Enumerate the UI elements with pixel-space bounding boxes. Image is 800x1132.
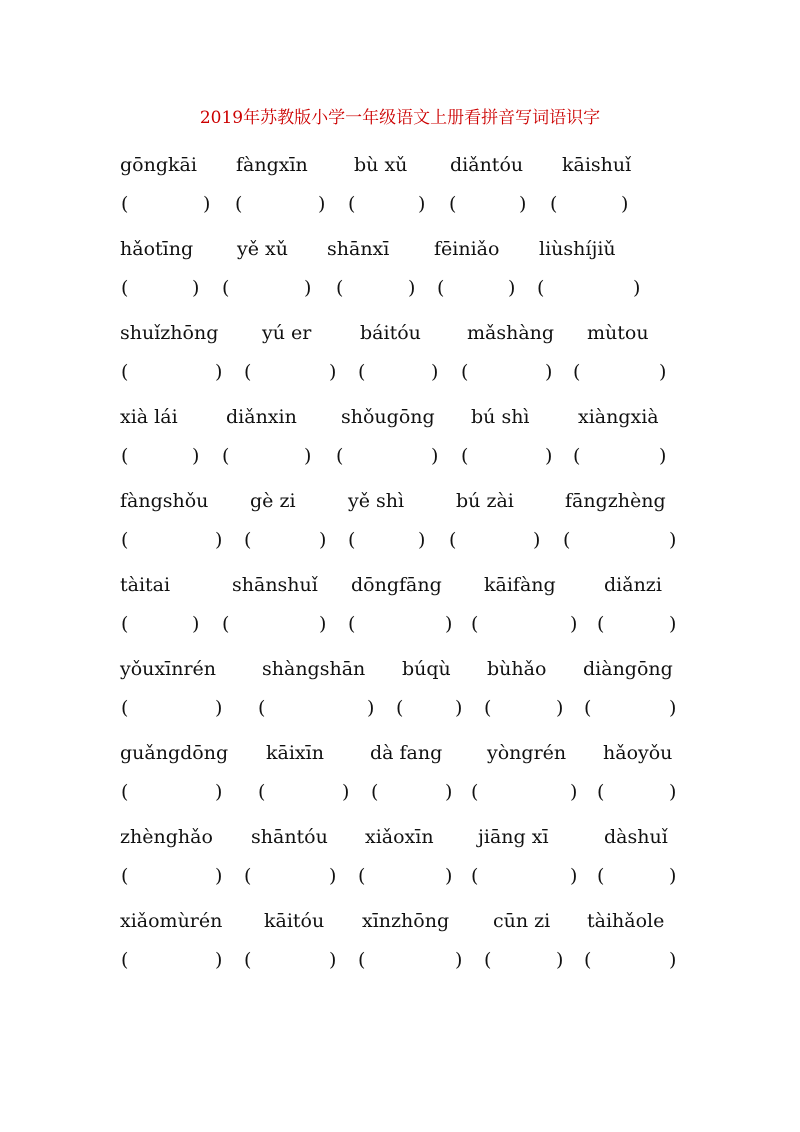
answer-blank-open-paren: ( xyxy=(121,445,129,467)
pinyin-word: kāifàng xyxy=(484,574,556,596)
pinyin-word: fēiniǎo xyxy=(434,238,500,260)
pinyin-word: xiàngxià xyxy=(578,406,659,428)
pinyin-word: shàngshān xyxy=(262,658,366,680)
answer-blank-open-paren: ( xyxy=(222,277,230,299)
pinyin-word: shuǐzhōng xyxy=(120,322,219,344)
pinyin-word: gè zi xyxy=(250,490,296,512)
answer-blank-open-paren: ( xyxy=(449,529,457,551)
answer-blank-close-paren: ) xyxy=(408,277,416,299)
answer-blank-close-paren: ) xyxy=(621,193,629,215)
answer-blank-open-paren: ( xyxy=(358,865,366,887)
answer-blank-open-paren: ( xyxy=(121,781,129,803)
answer-blank-close-paren: ) xyxy=(319,529,327,551)
answer-blank-close-paren: ) xyxy=(633,277,641,299)
answer-blank-open-paren: ( xyxy=(471,613,479,635)
pinyin-word: bú shì xyxy=(471,406,530,428)
pinyin-word: kāixīn xyxy=(266,742,324,764)
pinyin-word: bù xǔ xyxy=(354,154,408,176)
answer-blank-close-paren: ) xyxy=(192,277,200,299)
answer-blank-open-paren: ( xyxy=(121,949,129,971)
pinyin-word: xià lái xyxy=(120,406,178,428)
pinyin-word: dàshuǐ xyxy=(604,826,668,848)
pinyin-word: dà fang xyxy=(370,742,443,764)
pinyin-word: shānshuǐ xyxy=(232,574,318,596)
pinyin-word: shānxī xyxy=(327,238,390,260)
pinyin-word: xiǎoxīn xyxy=(365,826,434,848)
answer-blank-open-paren: ( xyxy=(258,697,266,719)
pinyin-word: yòngrén xyxy=(487,742,567,764)
answer-blank-close-paren: ) xyxy=(304,445,312,467)
answer-blank-open-paren: ( xyxy=(348,613,356,635)
answer-blank-close-paren: ) xyxy=(215,781,223,803)
answer-blank-open-paren: ( xyxy=(471,781,479,803)
answer-blank-open-paren: ( xyxy=(484,949,492,971)
pinyin-word: jiāng xī xyxy=(478,826,549,848)
answer-blank-open-paren: ( xyxy=(121,613,129,635)
answer-blank-close-paren: ) xyxy=(519,193,527,215)
answer-blank-open-paren: ( xyxy=(235,193,243,215)
answer-blank-open-paren: ( xyxy=(396,697,404,719)
answer-blank-open-paren: ( xyxy=(471,865,479,887)
answer-blank-open-paren: ( xyxy=(358,361,366,383)
answer-blank-close-paren: ) xyxy=(215,865,223,887)
pinyin-word: zhènghǎo xyxy=(120,826,213,848)
pinyin-word: bú zài xyxy=(456,490,514,512)
pinyin-word: shāntóu xyxy=(251,826,328,848)
pinyin-word: dōngfāng xyxy=(351,574,442,596)
pinyin-word: diàngōng xyxy=(583,658,673,680)
pinyin-word: diǎnzi xyxy=(604,574,662,596)
pinyin-word: shǒugōng xyxy=(341,406,435,428)
answer-blank-close-paren: ) xyxy=(431,445,439,467)
answer-blank-close-paren: ) xyxy=(445,865,453,887)
answer-blank-open-paren: ( xyxy=(121,865,129,887)
pinyin-word: fàngshǒu xyxy=(120,490,209,512)
answer-blank-open-paren: ( xyxy=(461,361,469,383)
answer-blank-close-paren: ) xyxy=(669,697,677,719)
pinyin-word: diǎntóu xyxy=(450,154,524,176)
pinyin-word: tàitai xyxy=(120,574,171,596)
answer-blank-open-paren: ( xyxy=(121,361,129,383)
answer-blank-close-paren: ) xyxy=(192,613,200,635)
pinyin-word: fāngzhèng xyxy=(565,490,666,512)
pinyin-word: bùhǎo xyxy=(487,658,547,680)
answer-blank-close-paren: ) xyxy=(570,613,578,635)
answer-blank-close-paren: ) xyxy=(329,949,337,971)
answer-blank-open-paren: ( xyxy=(597,865,605,887)
pinyin-word: guǎngdōng xyxy=(120,742,229,764)
answer-blank-open-paren: ( xyxy=(584,697,592,719)
pinyin-word: báitóu xyxy=(360,322,421,344)
answer-blank-open-paren: ( xyxy=(222,445,230,467)
pinyin-word: hǎoyǒu xyxy=(603,742,673,764)
answer-blank-close-paren: ) xyxy=(329,361,337,383)
answer-blank-close-paren: ) xyxy=(329,865,337,887)
answer-blank-open-paren: ( xyxy=(537,277,545,299)
answer-blank-open-paren: ( xyxy=(358,949,366,971)
pinyin-word: yě xǔ xyxy=(237,238,288,260)
answer-blank-close-paren: ) xyxy=(445,781,453,803)
answer-blank-close-paren: ) xyxy=(556,697,564,719)
page-title: 2019年苏教版小学一年级语文上册看拼音写词语识字 xyxy=(199,108,601,128)
answer-blank-close-paren: ) xyxy=(418,193,426,215)
answer-blank-open-paren: ( xyxy=(244,949,252,971)
answer-blank-open-paren: ( xyxy=(121,277,129,299)
answer-blank-close-paren: ) xyxy=(418,529,426,551)
pinyin-word: diǎnxin xyxy=(226,406,297,428)
answer-blank-open-paren: ( xyxy=(597,781,605,803)
answer-blank-close-paren: ) xyxy=(545,361,553,383)
pinyin-word: yú er xyxy=(262,322,312,344)
answer-blank-open-paren: ( xyxy=(371,781,379,803)
answer-blank-close-paren: ) xyxy=(669,781,677,803)
pinyin-word: kāitóu xyxy=(264,910,325,932)
answer-blank-open-paren: ( xyxy=(484,697,492,719)
answer-blank-close-paren: ) xyxy=(192,445,200,467)
answer-blank-close-paren: ) xyxy=(545,445,553,467)
pinyin-word: tàihǎole xyxy=(587,910,665,932)
answer-blank-close-paren: ) xyxy=(659,361,667,383)
pinyin-word: kāishuǐ xyxy=(562,154,632,176)
answer-blank-close-paren: ) xyxy=(304,277,312,299)
answer-blank-open-paren: ( xyxy=(336,277,344,299)
answer-blank-open-paren: ( xyxy=(437,277,445,299)
answer-blank-close-paren: ) xyxy=(215,529,223,551)
answer-blank-close-paren: ) xyxy=(215,361,223,383)
answer-blank-open-paren: ( xyxy=(573,361,581,383)
pinyin-word: fàngxīn xyxy=(236,154,308,176)
pinyin-word: hǎotīng xyxy=(120,238,194,260)
answer-blank-close-paren: ) xyxy=(669,529,677,551)
answer-blank-close-paren: ) xyxy=(508,277,516,299)
pinyin-word: mùtou xyxy=(587,322,649,344)
pinyin-word: yě shì xyxy=(348,490,405,512)
answer-blank-close-paren: ) xyxy=(455,949,463,971)
answer-blank-close-paren: ) xyxy=(659,445,667,467)
answer-blank-close-paren: ) xyxy=(570,865,578,887)
answer-blank-open-paren: ( xyxy=(258,781,266,803)
answer-blank-open-paren: ( xyxy=(244,865,252,887)
pinyin-word: xīnzhōng xyxy=(362,910,450,932)
answer-blank-close-paren: ) xyxy=(431,361,439,383)
answer-blank-close-paren: ) xyxy=(445,613,453,635)
pinyin-word: yǒuxīnrén xyxy=(120,658,217,680)
answer-blank-close-paren: ) xyxy=(203,193,211,215)
answer-blank-open-paren: ( xyxy=(222,613,230,635)
pinyin-word: gōngkāi xyxy=(120,154,197,176)
answer-blank-open-paren: ( xyxy=(550,193,558,215)
pinyin-word: xiǎomùrén xyxy=(120,910,223,932)
answer-blank-close-paren: ) xyxy=(669,949,677,971)
answer-blank-open-paren: ( xyxy=(461,445,469,467)
answer-blank-open-paren: ( xyxy=(597,613,605,635)
answer-blank-close-paren: ) xyxy=(367,697,375,719)
answer-blank-close-paren: ) xyxy=(533,529,541,551)
answer-blank-open-paren: ( xyxy=(121,193,129,215)
answer-blank-close-paren: ) xyxy=(556,949,564,971)
answer-blank-close-paren: ) xyxy=(570,781,578,803)
answer-blank-open-paren: ( xyxy=(584,949,592,971)
pinyin-word: liùshíjiǔ xyxy=(539,238,616,260)
answer-blank-open-paren: ( xyxy=(348,193,356,215)
answer-blank-close-paren: ) xyxy=(669,865,677,887)
answer-blank-open-paren: ( xyxy=(573,445,581,467)
answer-blank-close-paren: ) xyxy=(342,781,350,803)
answer-blank-open-paren: ( xyxy=(348,529,356,551)
answer-blank-close-paren: ) xyxy=(319,613,327,635)
answer-blank-open-paren: ( xyxy=(121,529,129,551)
answer-blank-open-paren: ( xyxy=(563,529,571,551)
pinyin-word: mǎshàng xyxy=(467,322,555,344)
answer-blank-close-paren: ) xyxy=(669,613,677,635)
answer-blank-open-paren: ( xyxy=(121,697,129,719)
pinyin-word: búqù xyxy=(402,658,451,680)
answer-blank-close-paren: ) xyxy=(215,697,223,719)
answer-blank-open-paren: ( xyxy=(244,361,252,383)
answer-blank-close-paren: ) xyxy=(455,697,463,719)
answer-blank-close-paren: ) xyxy=(215,949,223,971)
answer-blank-close-paren: ) xyxy=(318,193,326,215)
pinyin-word: cūn zi xyxy=(493,910,551,932)
answer-blank-open-paren: ( xyxy=(336,445,344,467)
answer-blank-open-paren: ( xyxy=(244,529,252,551)
answer-blank-open-paren: ( xyxy=(449,193,457,215)
